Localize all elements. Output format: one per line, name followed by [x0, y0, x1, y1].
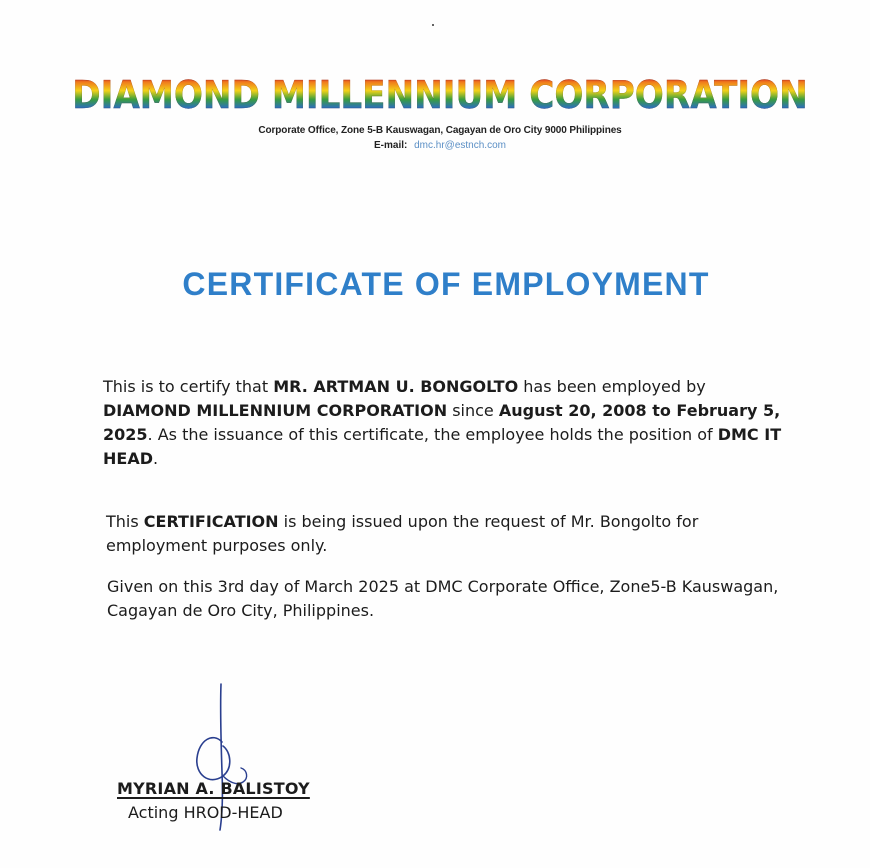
text-run: This — [106, 512, 144, 531]
employee-position: DMC IT HEAD — [103, 425, 782, 468]
company-name-bold: DIAMOND MILLENNIUM CORPORATION — [103, 401, 448, 420]
certification-keyword: CERTIFICATION — [143, 512, 279, 531]
text-run: . — [152, 449, 159, 468]
company-address: Corporate Office, Zone 5-B Kauswagan, Cagayan de Oro City 9000 Philippines — [258, 125, 622, 136]
signatory-role: Acting HROD-HEAD — [128, 803, 283, 822]
email-address: dmc.hr@estnch.com — [414, 140, 506, 151]
text-run: . As the issuance of this certificate, the employee holds the position of — [147, 425, 718, 444]
text-run: is being issued upon the request of Mr. Bongolto for employment purposes only. — [106, 512, 699, 555]
company-email-row — [0, 140, 870, 151]
employee-name: MR. ARTMAN U. BONGOLTO — [273, 377, 519, 396]
signatory-name: MYRIAN A. BALISTOY — [117, 779, 310, 798]
certification-paragraph — [103, 375, 793, 471]
company-logo-name: DIAMOND MILLENNIUM CORPORATION — [44, 68, 836, 122]
scan-speck — [432, 24, 434, 26]
purpose-paragraph — [106, 510, 796, 558]
certificate-title: CERTIFICATE OF EMPLOYMENT — [182, 266, 710, 302]
text-run: This is to certify that — [103, 377, 274, 396]
employment-dates: August 20, 2008 to February 5, 2025 — [103, 401, 781, 444]
text-run: has been employed by — [518, 377, 706, 396]
email-label: E-mail: — [374, 140, 408, 151]
given-on-paragraph: Given on this 3rd day of March 2025 at DMC Corporate Office, Zone5-B Kauswagan, Cagayan de Oro City, Philippines. — [107, 577, 779, 620]
text-run: since — [447, 401, 499, 420]
